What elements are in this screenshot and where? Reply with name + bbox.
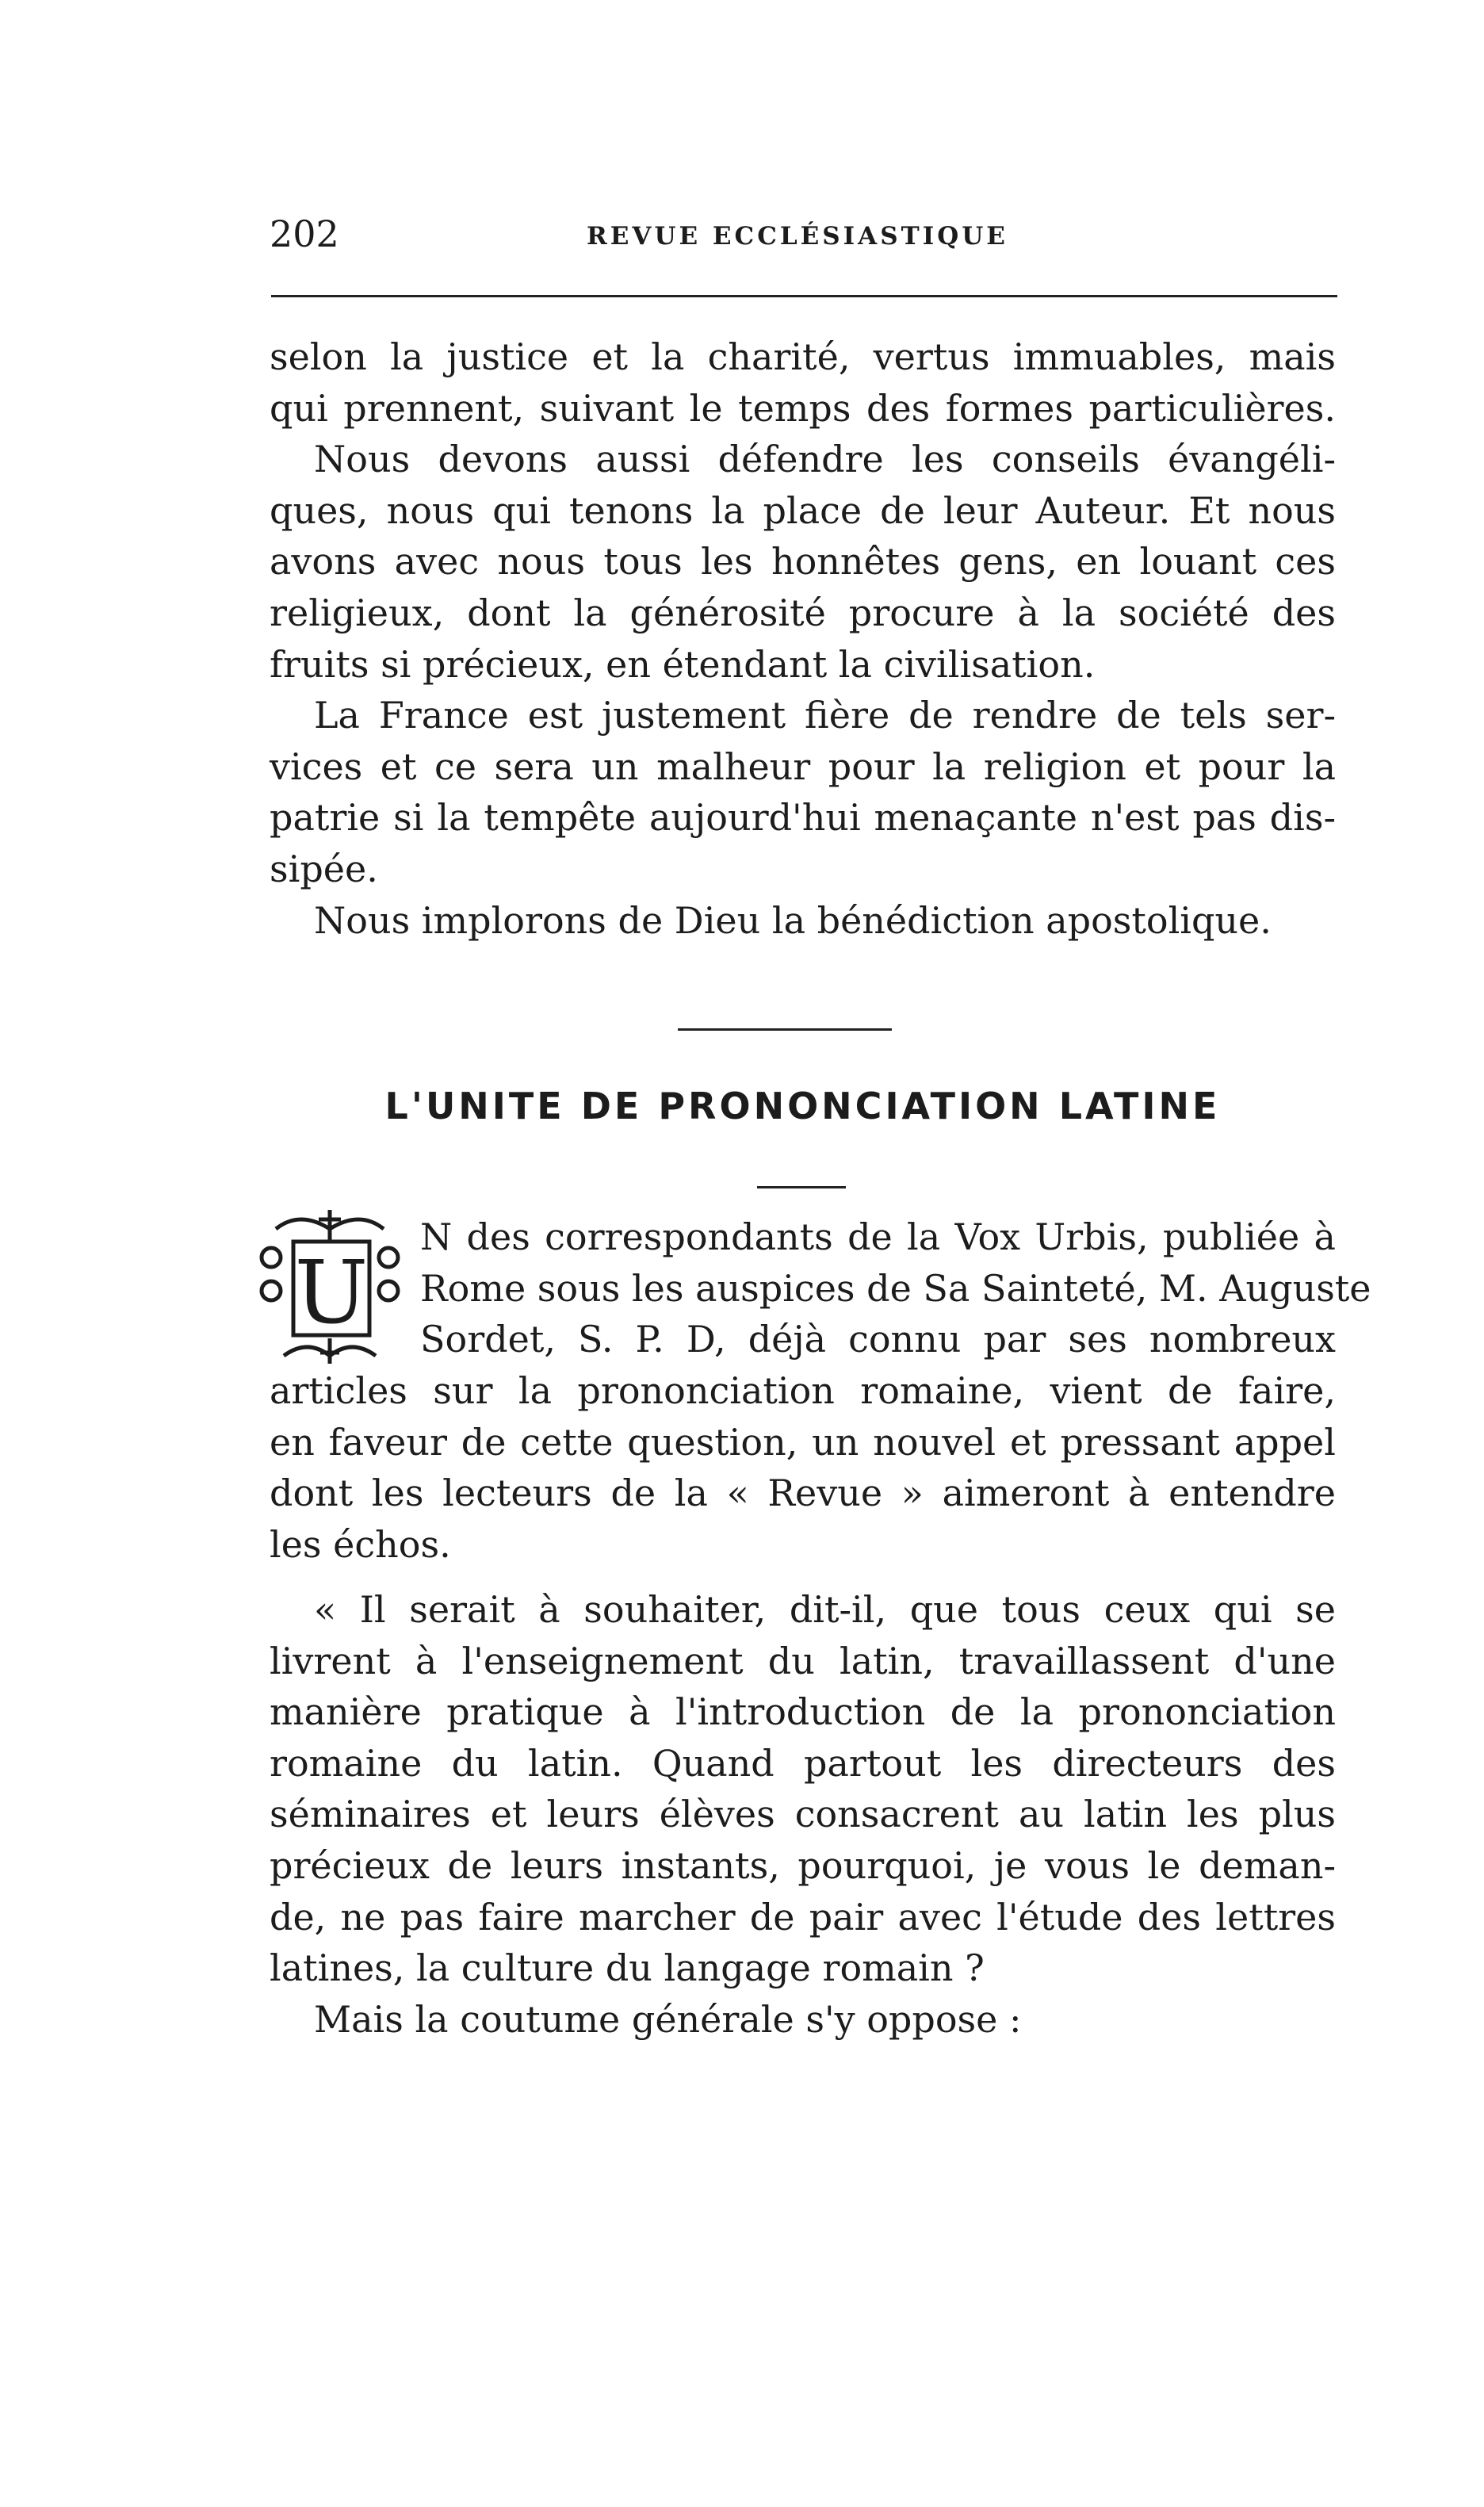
text-line: romaine du latin. Quand partout les directeurs des [270, 1741, 1336, 1785]
text-line: précieux de leurs instants, pourquoi, je vous le deman- [270, 1843, 1336, 1887]
text-line: Mais la coutume générale s'y oppose : [314, 1997, 1022, 2041]
text-line: Nous devons aussi défendre les conseils évangéli- [314, 438, 1336, 481]
text-line: Sordet, S. P. D, déjà connu par ses nombreux [420, 1318, 1336, 1361]
ornamental-dropcap [252, 1205, 407, 1368]
running-title: REVUE ECCLÉSIASTIQUE [587, 222, 1008, 251]
text-line: latines, la culture du langage romain ? [270, 1946, 985, 1990]
text-line: La France est justement fière de rendre de tels ser- [314, 694, 1336, 737]
text-line: de, ne pas faire marcher de pair avec l'étude des lettres [270, 1895, 1336, 1939]
text-line: livrent à l'enseignement du latin, travaillassent d'une [270, 1639, 1336, 1682]
text-line: religieux, dont la générosité procure à la société des [270, 591, 1336, 634]
article-text-block [270, 1365, 1336, 1570]
text-line: dont les lecteurs de la « Revue » aimeront à entendre [270, 1472, 1336, 1515]
quote-text-block [270, 1584, 1336, 2045]
title-underline-rule [757, 1186, 846, 1188]
text-line: manière pratique à l'introduction de la prononciation [270, 1690, 1336, 1734]
section-separator-rule [678, 1028, 892, 1031]
dropcap-lines-block [420, 1211, 1371, 1365]
header-rule [271, 295, 1337, 297]
text-line: Rome sous les auspices de Sa Sainteté, M. Auguste [420, 1266, 1371, 1310]
page-header [270, 212, 1340, 260]
text-line: sipée. [270, 847, 378, 890]
text-line: selon la justice et la charité, vertus immuables, mais [270, 335, 1336, 378]
text-line: N des correspondants de la Vox Urbis, publiée à [420, 1215, 1336, 1258]
svg-text:U: U [294, 1242, 369, 1343]
page-number: 202 [270, 212, 339, 255]
text-line: « Il serait à souhaiter, dit-il, que tous ceux qui se [314, 1588, 1336, 1631]
text-line: articles sur la prononciation romaine, vient de faire, [270, 1369, 1336, 1412]
top-text-block [270, 331, 1336, 946]
text-line: patrie si la tempête aujourd'hui menaçante n'est pas dis- [270, 796, 1336, 840]
text-line: les échos. [270, 1522, 451, 1566]
text-line: ques, nous qui tenons la place de leur Auteur. Et nous [270, 488, 1336, 532]
text-line: Nous implorons de Dieu la bénédiction apostolique. [314, 898, 1272, 942]
text-line: séminaires et leurs élèves consacrent au latin les plus [270, 1793, 1336, 1836]
text-line: en faveur de cette question, un nouvel et pressant appel [270, 1420, 1336, 1464]
section-title: L'UNITE DE PRONONCIATION LATINE [384, 1085, 1221, 1127]
text-line: avons avec nous tous les honnêtes gens, en louant ces [270, 540, 1336, 584]
text-line: fruits si précieux, en étendant la civilisation. [270, 642, 1096, 686]
dropcap-ornament-icon [252, 1205, 407, 1368]
text-line: qui prennent, suivant le temps des formes particulières. [270, 386, 1336, 430]
text-line: vices et ce sera un malheur pour la religion et pour la [270, 744, 1336, 788]
